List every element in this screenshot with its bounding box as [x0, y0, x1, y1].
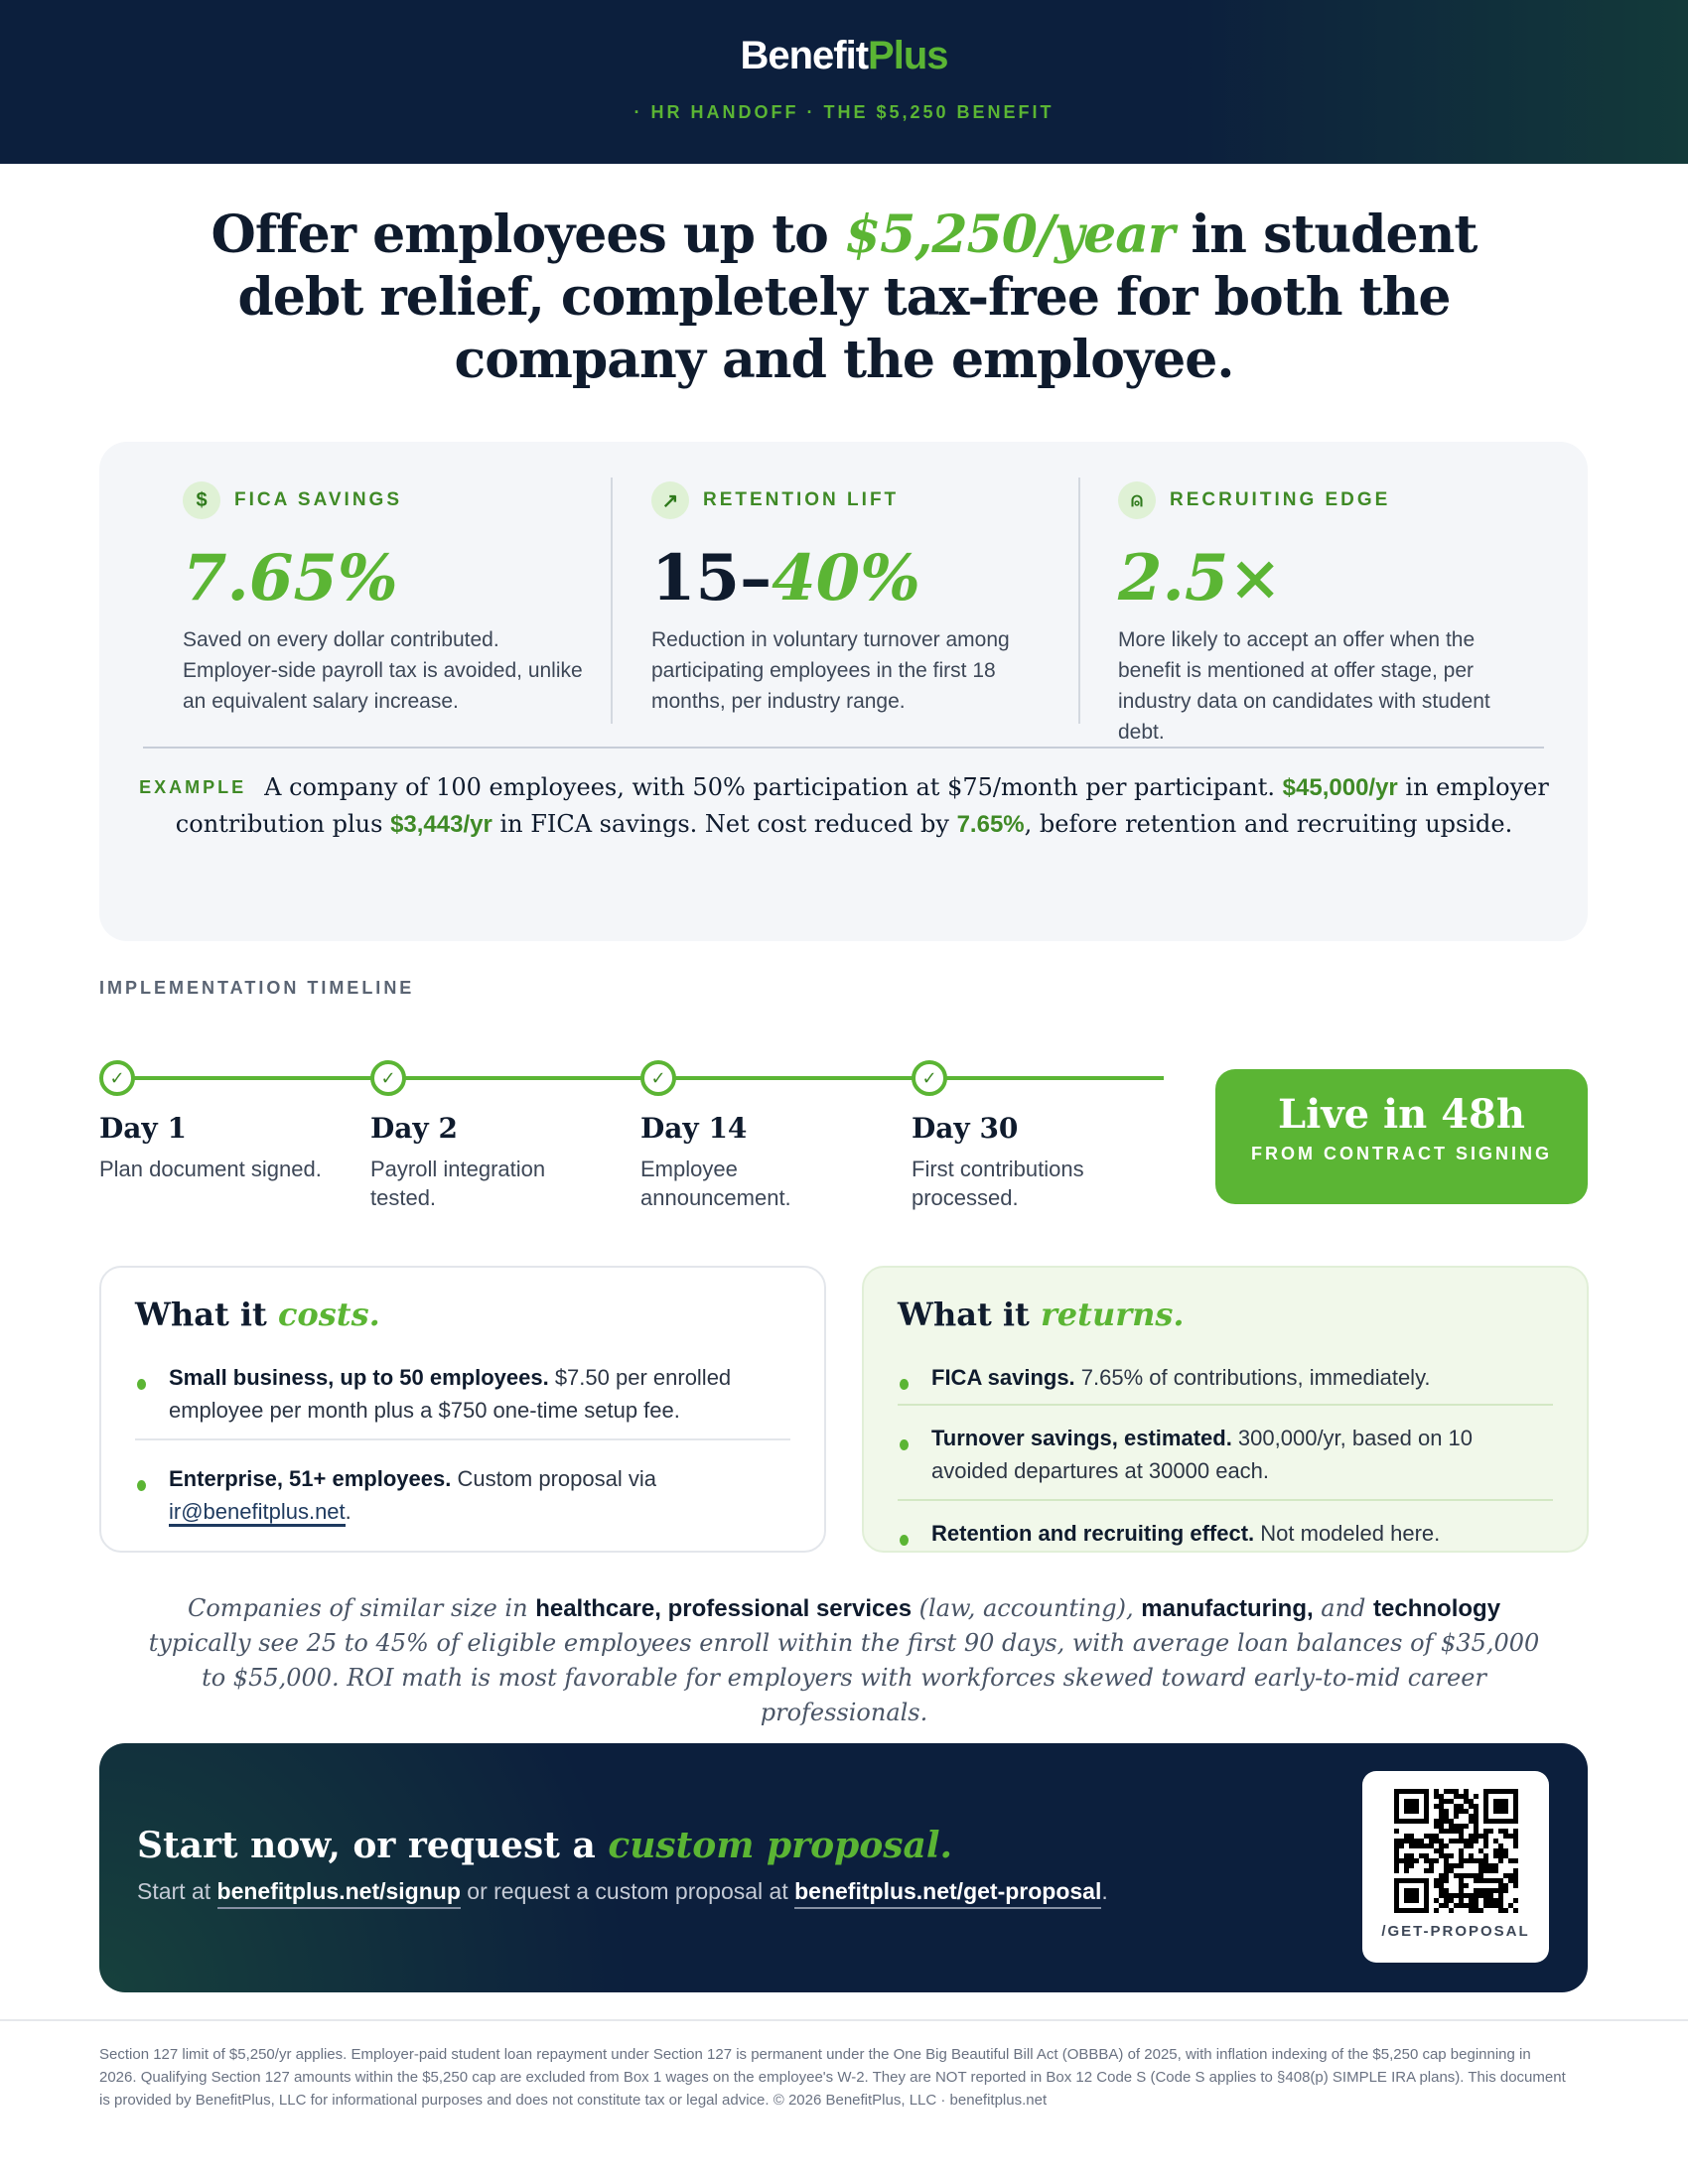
brand-logo	[0, 34, 1688, 78]
trending-up-icon: ↗	[651, 481, 689, 519]
stat-desc: More likely to accept an offer when the benefit is mentioned at offer stage, per industry data on candidates with student debt.	[1118, 628, 1490, 744]
step-day: Day 1	[99, 1112, 187, 1145]
costs-card	[99, 1266, 826, 1553]
stat-desc: Reduction in voluntary turnover among participating employees in the first 18 months, per industry range.	[651, 628, 1010, 713]
live-badge	[1215, 1069, 1588, 1204]
divider	[1078, 478, 1080, 724]
step-desc: Payroll integration tested.	[370, 1157, 546, 1210]
title-text: What it	[135, 1296, 278, 1333]
logo-text-accent: Plus	[868, 34, 948, 77]
industry-note	[139, 1591, 1549, 1730]
step-day: Day 14	[640, 1112, 748, 1145]
stat-retention	[651, 481, 1068, 717]
example-span: , before retention and recruiting upside.	[1024, 810, 1513, 838]
item-text: 7.65% of contributions, immediately.	[1074, 1365, 1431, 1390]
header-banner	[0, 0, 1688, 164]
qr-card[interactable]	[1362, 1771, 1549, 1963]
stat-desc: Saved on every dollar contributed. Employer-side payroll tax is avoided, unlike an equivalent salary increase.	[183, 628, 583, 713]
cta-text: .	[1101, 1878, 1108, 1904]
cta-text: or request a custom proposal at	[460, 1878, 795, 1904]
item-bold: Turnover savings, estimated.	[931, 1426, 1232, 1450]
returns-title	[898, 1296, 1553, 1333]
list-item	[135, 1454, 790, 1540]
get-proposal-link[interactable]: benefitplus.net/get-proposal	[794, 1878, 1101, 1909]
live-subtitle: FROM CONTRACT SIGNING	[1251, 1144, 1552, 1163]
timeline-step	[99, 1060, 357, 1183]
check-icon: ✓	[640, 1060, 676, 1096]
dollar-icon: $	[183, 481, 220, 519]
list-item	[898, 1414, 1553, 1501]
list-item	[898, 1509, 1553, 1562]
item-bold: Enterprise, 51+ employees.	[169, 1466, 452, 1491]
cta-title-accent: custom proposal.	[608, 1825, 953, 1866]
timeline-step	[640, 1060, 839, 1212]
cta-text: Start at	[137, 1878, 217, 1904]
list-item	[898, 1353, 1553, 1406]
stat-value-text: 7.65%	[183, 541, 398, 615]
example-span: in FICA savings. Net cost reduced by	[492, 810, 957, 838]
stats-panel	[99, 442, 1588, 941]
cta-subtitle	[137, 1878, 1108, 1905]
divider	[611, 478, 613, 724]
cta-title	[137, 1825, 952, 1866]
live-title: Live in 48h	[1278, 1091, 1525, 1138]
timeline-title: IMPLEMENTATION TIMELINE	[99, 978, 415, 998]
signup-link[interactable]: benefitplus.net/signup	[217, 1878, 461, 1909]
note-bold: healthcare, professional services	[535, 1595, 913, 1622]
list-item	[135, 1353, 790, 1440]
stat-label: RETENTION LIFT	[703, 489, 900, 510]
note-bold: technology	[1373, 1595, 1501, 1622]
step-desc: First contributions processed.	[912, 1157, 1084, 1210]
item-text: .	[345, 1499, 352, 1524]
title-accent: returns.	[1040, 1296, 1185, 1333]
step-desc: Plan document signed.	[99, 1157, 322, 1181]
item-text: $7.50 per enrolled employee per month plus a $750 one-time setup fee.	[169, 1365, 732, 1423]
note-text: (law, accounting),	[912, 1594, 1142, 1622]
example-highlight: 7.65%	[956, 811, 1025, 838]
tagline: · HR HANDOFF · THE $5,250 BENEFIT	[633, 102, 1055, 122]
headline-text: in student debt relief, completely tax-free for both the company and the employee.	[237, 205, 1477, 390]
cta-panel	[99, 1743, 1588, 1992]
example-tag: EXAMPLE	[139, 777, 247, 797]
headline-highlight: $5,250/year	[844, 205, 1175, 265]
divider	[143, 747, 1544, 749]
stat-value-prefix: 15–	[651, 541, 773, 615]
item-text: Not modeled here.	[1254, 1521, 1441, 1546]
costs-title	[135, 1296, 790, 1333]
example-text	[139, 769, 1549, 843]
title-text: What it	[898, 1296, 1041, 1333]
returns-card	[862, 1266, 1589, 1553]
page-headline	[149, 204, 1539, 391]
footer-divider	[0, 2019, 1688, 2021]
note-bold: manufacturing,	[1141, 1595, 1314, 1622]
stat-value-text: 40%	[772, 541, 920, 615]
email-link[interactable]: ir@benefitplus.net	[169, 1499, 346, 1527]
note-text: Companies of similar size in	[187, 1594, 536, 1622]
title-accent: costs.	[277, 1296, 380, 1333]
example-highlight: $3,443/yr	[390, 811, 492, 838]
cta-title-text: Start now, or request a	[137, 1825, 609, 1866]
qr-code-icon	[1394, 1789, 1518, 1913]
person-icon: ⍝	[1118, 481, 1156, 519]
qr-label: /GET-PROPOSAL	[1381, 1923, 1530, 1940]
stat-label: RECRUITING EDGE	[1170, 489, 1391, 510]
check-icon: ✓	[370, 1060, 406, 1096]
stat-value	[651, 539, 1068, 618]
timeline-step	[912, 1060, 1130, 1212]
item-bold: Small business, up to 50 employees.	[169, 1365, 549, 1390]
item-bold: FICA savings.	[931, 1365, 1075, 1390]
stat-value	[1118, 539, 1535, 618]
step-day: Day 30	[912, 1112, 1019, 1145]
check-icon: ✓	[912, 1060, 947, 1096]
stat-value-text: 2.5×	[1118, 541, 1282, 615]
example-span: A company of 100 employees, with 50% participation at $75/month per participant.	[264, 773, 1283, 801]
logo-text: Benefit	[740, 34, 869, 77]
step-desc: Employee announcement.	[640, 1157, 791, 1210]
item-bold: Retention and recruiting effect.	[931, 1521, 1255, 1546]
check-icon: ✓	[99, 1060, 135, 1096]
stat-recruiting	[1118, 481, 1535, 748]
footer-disclaimer: Section 127 limit of $5,250/yr applies. Employer-paid student loan repayment under Section 127 is permanent under the One Big Beautiful Bill Act (OBBBA) of 2025, with inflation indexing of the $5,250 cap beginning in 2026. Qualifying Section 127 amounts within the $5,250 cap are excluded from Box 1 wages on the employee's W-2. They are NOT reported in Box 12 Code S (Code S applies to §408(p) SIMPLE IRA plans). This document is provided by BenefitPlus, LLC for informational purposes and does not constitute tax or legal advice. © 2026 BenefitPlus, LLC · benefitplus.net	[99, 2046, 1566, 2109]
item-text: 300,000/yr, based on 10 avoided departures at 30000 each.	[931, 1426, 1474, 1483]
example-span: in employer contribution plus	[175, 773, 1549, 838]
note-text: typically see 25 to 45% of eligible employees enroll within the first 90 days, with average loan balances of $35,000 to $55,000. ROI math is most favorable for employers with workforces skewed toward early-to-mid career professionals.	[148, 1629, 1540, 1726]
note-text: and	[1313, 1594, 1374, 1622]
headline-text: Offer employees up to	[211, 205, 845, 265]
example-highlight: $45,000/yr	[1282, 774, 1398, 801]
stat-label: FICA SAVINGS	[234, 489, 403, 510]
stat-fica	[183, 481, 600, 717]
step-day: Day 2	[370, 1112, 458, 1145]
item-text: Custom proposal via	[451, 1466, 656, 1491]
stat-value	[183, 539, 600, 618]
timeline-step	[370, 1060, 589, 1212]
